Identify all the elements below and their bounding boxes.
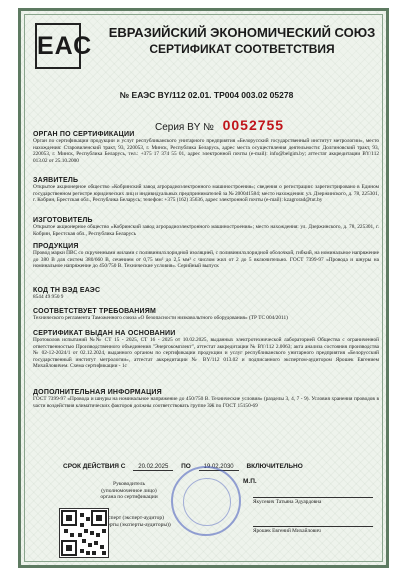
blank-number: 0052755 [222,117,285,133]
eac-logo: ЕАС [35,23,81,69]
section-basis [33,330,379,370]
union-title: ЕВРАЗИЙСКИЙ ЭКОНОМИЧЕСКИЙ СОЮЗ [108,25,376,40]
section-text: Технического регламента Таможенного союза «О безопасности низковольтного оборудования» (ТР ТС 004/2011) [33,315,288,321]
valid-from-date: 20.02.2025 [133,464,173,471]
section-applicant [33,177,379,204]
section-hs-code [33,287,379,301]
official-stamp [171,466,241,536]
certificate-title: СЕРТИФИКАТ СООТВЕТСТВИЯ [149,42,335,56]
section-title: ОРГАН ПО СЕРТИФИКАЦИИ [33,131,135,138]
head-name: Якусевич Татьяна Эдуардовна [253,497,373,505]
section-title: СООТВЕТСТВУЕТ ТРЕБОВАНИЯМ [33,308,157,315]
expert-signature-label: Эксперт (эксперт-аудитор) (эксперты (эксперты-аудиторы)) [95,515,171,528]
section-title: ПРОДУКЦИЯ [33,243,79,250]
section-certification-body [33,131,379,164]
series-number-prefix: № [203,122,214,133]
validity-period [63,463,309,471]
stamp-place-label: М.П. [243,478,257,485]
inclusive-label: ВКЛЮЧИТЕЛЬНО [246,463,303,470]
section-text: Протоколов испытаний №№ СТ 15 - 2025, СТ 16 - 2025 от 10.02.2025, выданных электротехнической лабораторией Общества с ограниченной ответственностью Производственного объединения "Энергокомплект", аттестат аккредитации № BY/112 2.0063; акта анализа состояния производства № 02-12-2024/1 от 02.12.2024, выданного органом по сертификации продукции и услуг республиканского унитарного предприятия «Белорусский государственный институт метрологии», аттестат аккредитации № BY/112 013.02 и подписанного экспертом-аудитором Ярошек Евгением Михайловичем. Схема сертификации - 1с [33,337,379,370]
section-product [33,243,379,270]
head-signature-label: Руководитель (уполномоченное лицо) органа по сертификации [100,481,158,500]
section-title: КОД ТН ВЭД ЕАЭС [33,287,101,294]
series-label: Серия BY [155,122,201,133]
section-requirements [33,308,379,322]
section-text: ГОСТ 7399-97 «Провода и шнуры на номинальное напряжение до 450/750 В. Технические условия» (разделы 3, 4, 7 - 9). Условия хранения проводов в части воздействия климатических факторов должны соответствовать группе ЗЖ по ГОСТ 15150-69 [33,396,379,409]
section-title: ДОПОЛНИТЕЛЬНАЯ ИНФОРМАЦИЯ [33,389,162,396]
section-title: ИЗГОТОВИТЕЛЬ [33,217,93,224]
section-text: 8544 49 950 9 [33,294,64,300]
section-text: Открытое акционерное общество «Кобринский завод агрорадиоэлектронного машиностроения»; сведения о регистрации: зарегистрировано в Едином государственном регистре юридических лиц и индивидуальных предпринимателей за № 200041584; место нахождения: ул. Дзержинского, д. 78, 225301, г. Кобрин, Брестская обл., Республика Беларусь; телефон: +375 (162) 35636, адрес электронной почты (e-mail): kzagrorad@tut.by [33,184,379,204]
section-text: Провод марки ПВС со скрученными жилами с поливинилхлоридной изоляцией, с поливинилхлоридной оболочкой, гибкий, на номинальное напряжение до 380 В для систем 380/660 В, сечением от 0,75 мм² до 2,5 мм² с числом жил от 2 до 5 включительно. ГОСТ 7399-97 «Провода и шнуры на номинальное напряжение до 450/750 В. Технические условия». Серийный выпуск [33,250,379,270]
qr-code [59,508,109,558]
section-title: ЗАЯВИТЕЛЬ [33,177,79,184]
section-additional-info [33,389,379,409]
section-text: Открытое акционерное общество «Кобринский завод агрорадиоэлектронного машиностроения»; место нахождения: ул. Дзержинского, д. 78, 225301, г. Кобрин, Брестская обл., Республика Беларусь [33,224,379,237]
section-text: Орган по сертификации продукции и услуг республиканского унитарного предприятия «Белорусский государственный институт метрологии», место нахождения: Старовиленский тракт, 93, 220053, г. Минск, Республика Беларусь, адрес места осуществления деятельности: Долгиновский тракт, 93, 220053, г. Минск, Республика Беларусь, тел.: +375 17 374 55 01, адрес электронной почты (e-mail): info@belgim.by; аттестат аккредитации BY/112 013.02 от 25.10.2000 [33,138,379,164]
valid-to-label: ПО [181,463,191,470]
section-manufacturer [33,217,379,237]
certificate-sheet [18,8,389,568]
section-title: СЕРТИФИКАТ ВЫДАН НА ОСНОВАНИИ [33,330,176,337]
valid-from-label: СРОК ДЕЙСТВИЯ С [63,463,126,470]
expert-name: Ярошек Евгений Михайлович [253,526,373,534]
registration-number: № ЕАЭС BY/112 02.01. ТР004 003.02 05278 [119,90,294,100]
valid-to-date: 19.02.2030 [199,464,239,471]
